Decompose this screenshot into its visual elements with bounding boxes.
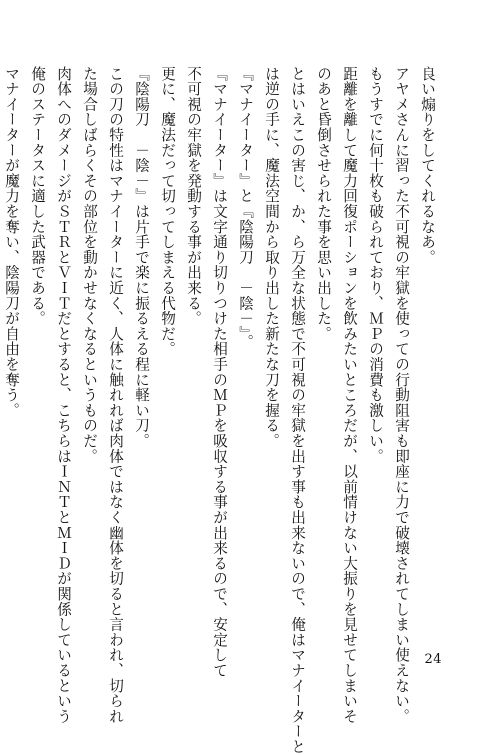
text-line: のあと昏倒させられた事を思い出した。 (315, 66, 332, 342)
page-number: 24 (424, 652, 442, 667)
text-line: た場合しばらくその部位を動かせなくなるというものだ。 (81, 66, 98, 464)
text-line: もうすでに何十枚も破られており、ＭＰの消費も激しい。 (367, 66, 384, 464)
text-line: 距離を離して魔力回復ポーションを飲みたいところだが、以前情けない大振りを見せてしまいそ (341, 66, 358, 724)
text-line: 肉体へのダメージがＳＴＲとＶＩＴだとすると、こちらはＩＮＴとＭＩＤが関係しているという (55, 66, 72, 724)
vertical-text-body (0, 66, 440, 755)
text-line: 俺のステータスに適した武器である。 (29, 66, 46, 327)
text-line: この刀の特性はマナイーターに近く、人体に触れれば肉体ではなく幽体を切ると言われ、切られ (107, 66, 124, 724)
text-line: とはいえこの害じ、か、ら万全な状態で不可視の牢獄を出す事も出来ないので、俺はマナイーターと (289, 66, 306, 755)
text-line: アヤメさんに習った不可視の牢獄を使っての行動阻害も即座に力で破壊されてしまい使えない。 (393, 66, 410, 724)
text-line: 不可視の牢獄を発動する事が出来る。 (185, 66, 202, 327)
text-line: 『マナイーター』は文字通り切りつけた相手のＭＰを吸収する事が出来るので、安定して (211, 66, 228, 678)
text-line: 更に、魔法だって切ってしまえる代物だ。 (159, 66, 176, 357)
text-line: 良い煽りをしてくれるなあ。 (419, 66, 436, 265)
text-line: は逆の手に、魔法空間から取り出した新たな刀を握る。 (263, 66, 280, 449)
text-line: 『マナイーター』と『陰陽刀 －陰－』。 (237, 66, 254, 350)
text-line: マナイーターが魔力を奪い、陰陽刀が自由を奪う。 (3, 66, 20, 418)
text-line: 『陰陽刀 －陰－』は片手で楽に振るえる程に軽い刀。 (133, 66, 150, 449)
